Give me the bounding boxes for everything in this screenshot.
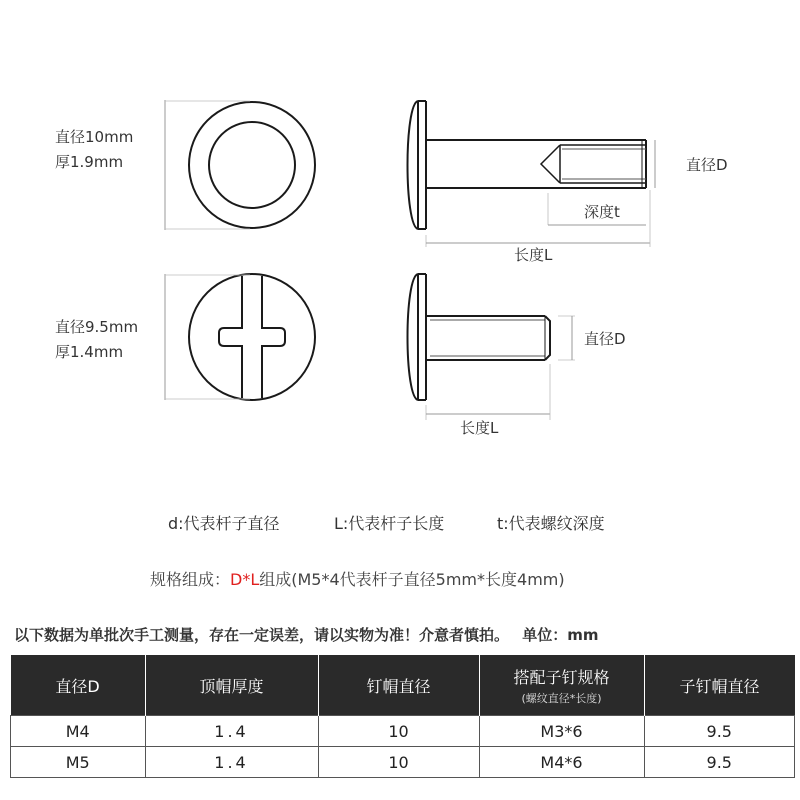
notice-text: 以下数据为单批次手工测量，存在一定误差，请以实物为准！介意者慎拍。 — [14, 626, 510, 644]
screw-diameter-label: 直径D — [584, 330, 626, 348]
legend-d: d:代表杆子直径 — [168, 514, 280, 533]
header-cap-thickness: 顶帽厚度 — [145, 655, 318, 716]
rivet-head-diameter-label: 直径10mm — [55, 128, 134, 146]
table-cell: 10 — [318, 747, 479, 778]
screw-side-view — [408, 274, 551, 400]
rivet-depth-label: 深度t — [584, 203, 620, 221]
measurement-notice — [14, 624, 599, 645]
header-cap-diameter: 钉帽直径 — [318, 655, 479, 716]
header-matching-screw: 搭配子钉规格 (螺纹直径*长度) — [479, 655, 644, 716]
table-cell: 9.5 — [644, 716, 795, 747]
spec-formula — [150, 567, 565, 590]
header-diameter: 直径D — [11, 655, 146, 716]
table-row — [11, 747, 795, 778]
spec-table-header — [11, 655, 795, 716]
screw-length-label: 长度L — [460, 419, 499, 437]
table-cell: M4 — [11, 716, 146, 747]
rivet-head-front-view — [189, 102, 315, 228]
table-cell: 1.4 — [145, 716, 318, 747]
spec-formula-highlight: D*L — [230, 570, 260, 589]
table-cell: M5 — [11, 747, 146, 778]
rivet-head-thickness-label: 厚1.9mm — [55, 153, 124, 171]
screw-head-front-view — [189, 274, 315, 400]
table-cell: 1.4 — [145, 747, 318, 778]
screw-dimensions — [426, 316, 575, 420]
spec-formula-prefix: 规格组成： — [150, 570, 231, 589]
spec-table — [10, 655, 795, 778]
rivet-length-label: 长度L — [514, 246, 553, 264]
screw-head-diameter-label: 直径9.5mm — [55, 318, 139, 336]
table-cell: M4*6 — [479, 747, 644, 778]
header-screw-cap-diameter: 子钉帽直径 — [644, 655, 795, 716]
rivet-diameter-label: 直径D — [686, 156, 728, 174]
screw-head-thickness-label: 厚1.4mm — [55, 343, 124, 361]
table-row — [11, 716, 795, 747]
unit-label: 单位：mm — [522, 626, 599, 644]
legend-t: t:代表螺纹深度 — [497, 514, 605, 533]
table-cell: 10 — [318, 716, 479, 747]
legend-L: L:代表杆子长度 — [334, 514, 445, 533]
table-cell: M3*6 — [479, 716, 644, 747]
spec-formula-suffix: 组成(M5*4代表杆子直径5mm*长度4mm) — [259, 570, 565, 589]
rivet-dimensions — [426, 140, 655, 247]
table-cell: 9.5 — [644, 747, 795, 778]
